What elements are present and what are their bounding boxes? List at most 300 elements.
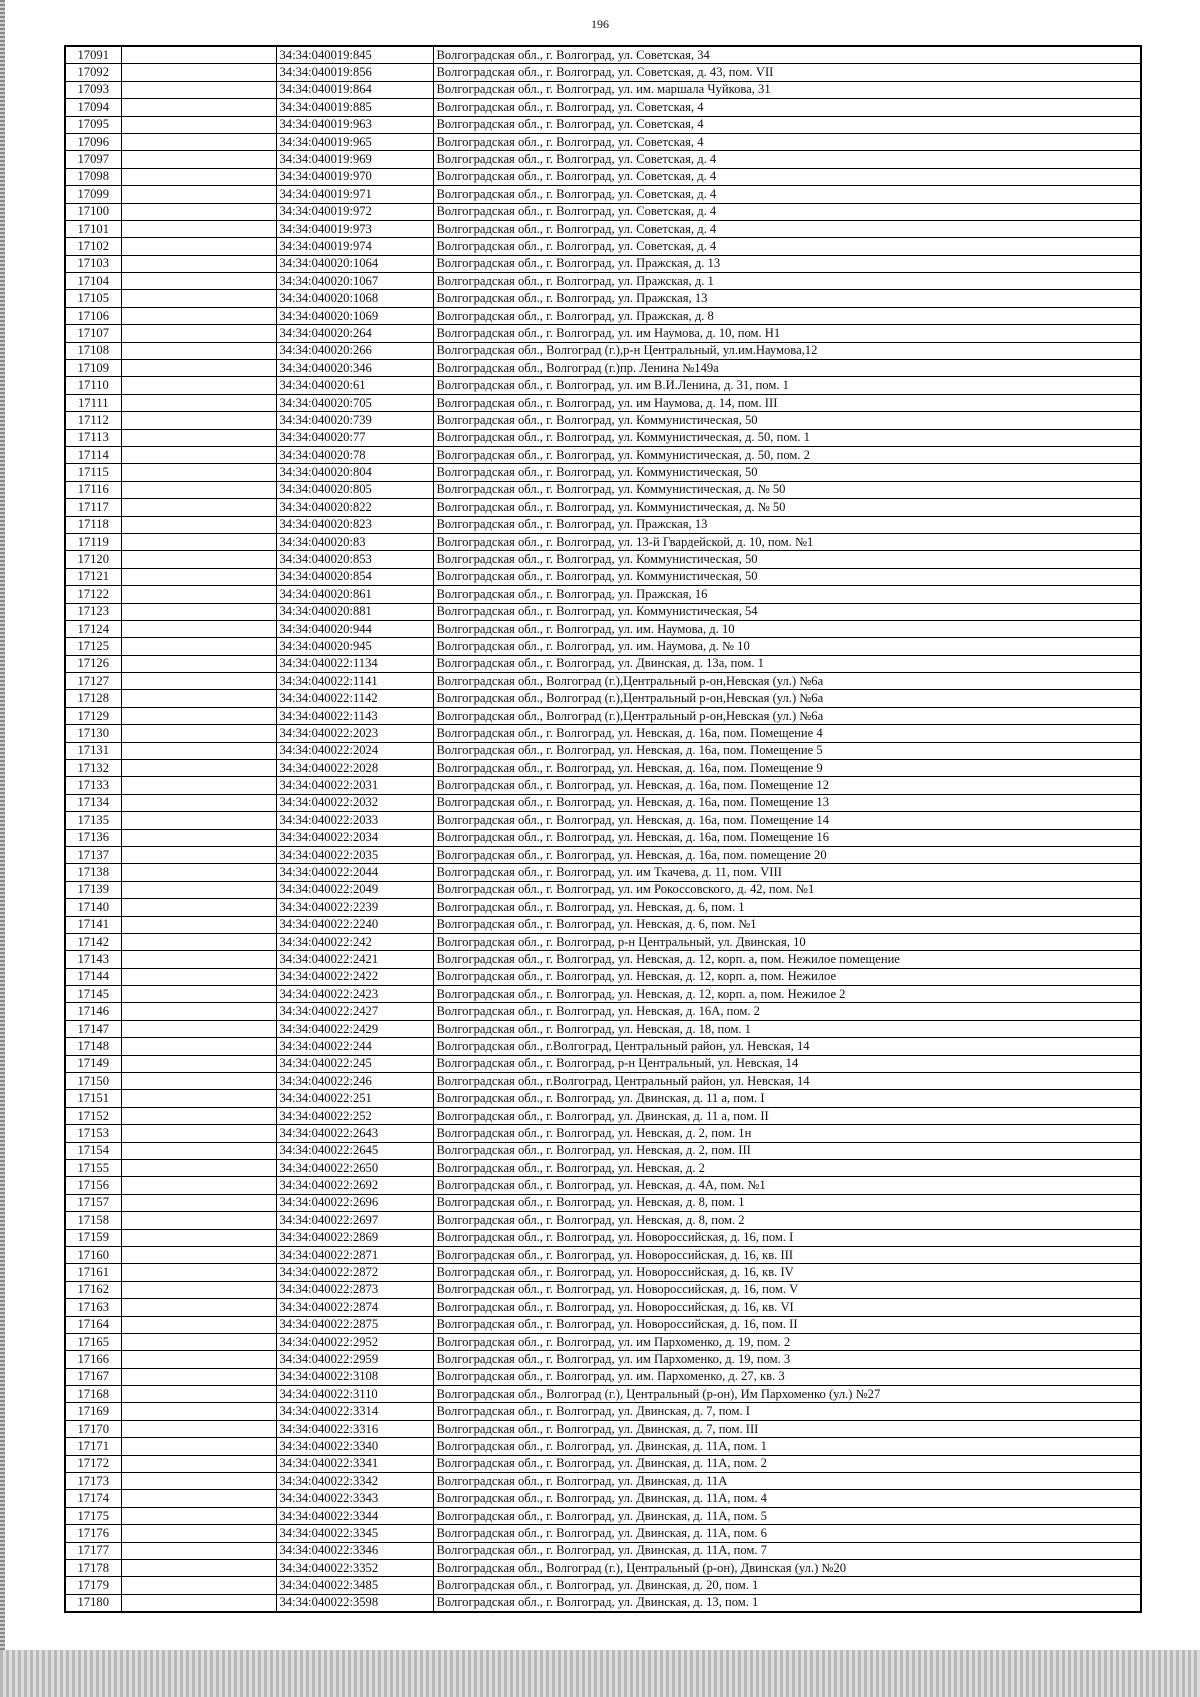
empty-cell bbox=[121, 133, 276, 150]
row-number-cell: 17152 bbox=[65, 1107, 121, 1124]
table-row bbox=[65, 325, 1141, 342]
row-number-cell: 17111 bbox=[65, 394, 121, 411]
address-cell: Волгоградская обл., г. Волгоград, ул. им Пархоменко, д. 19, пом. 2 bbox=[433, 1333, 1141, 1350]
table-row bbox=[65, 1299, 1141, 1316]
table-row bbox=[65, 725, 1141, 742]
address-cell: Волгоградская обл., г. Волгоград, ул. Советская, 34 bbox=[433, 46, 1141, 64]
cadastral-number-cell: 34:34:040020:266 bbox=[276, 342, 433, 359]
empty-cell bbox=[121, 620, 276, 637]
table-row bbox=[65, 1386, 1141, 1403]
cadastral-number-cell: 34:34:040022:2429 bbox=[276, 1020, 433, 1037]
row-number-cell: 17171 bbox=[65, 1438, 121, 1455]
row-number-cell: 17113 bbox=[65, 429, 121, 446]
address-cell: Волгоградская обл., г. Волгоград, ул. Новороссийская, д. 16, пом. I bbox=[433, 1229, 1141, 1246]
table-row bbox=[65, 220, 1141, 237]
row-number-cell: 17131 bbox=[65, 742, 121, 759]
empty-cell bbox=[121, 255, 276, 272]
table-row bbox=[65, 377, 1141, 394]
cadastral-number-cell: 34:34:040022:2645 bbox=[276, 1142, 433, 1159]
address-cell: Волгоградская обл., г. Волгоград, ул. Советская, д. 4 bbox=[433, 238, 1141, 255]
row-number-cell: 17128 bbox=[65, 690, 121, 707]
row-number-cell: 17145 bbox=[65, 986, 121, 1003]
row-number-cell: 17159 bbox=[65, 1229, 121, 1246]
cadastral-number-cell: 34:34:040020:1064 bbox=[276, 255, 433, 272]
table-row bbox=[65, 690, 1141, 707]
row-number-cell: 17120 bbox=[65, 551, 121, 568]
empty-cell bbox=[121, 1403, 276, 1420]
row-number-cell: 17134 bbox=[65, 794, 121, 811]
table-row bbox=[65, 1160, 1141, 1177]
address-cell: Волгоградская обл., г. Волгоград, ул. им Наумова, д. 10, пом. Н1 bbox=[433, 325, 1141, 342]
address-cell: Волгоградская обл., г. Волгоград, ул. Пражская, д. 8 bbox=[433, 307, 1141, 324]
empty-cell bbox=[121, 342, 276, 359]
empty-cell bbox=[121, 220, 276, 237]
table-row bbox=[65, 186, 1141, 203]
row-number-cell: 17142 bbox=[65, 933, 121, 950]
cadastral-number-cell: 34:34:040022:2028 bbox=[276, 760, 433, 777]
cadastral-number-cell: 34:34:040019:856 bbox=[276, 64, 433, 81]
row-number-cell: 17100 bbox=[65, 203, 121, 220]
table-row bbox=[65, 533, 1141, 550]
table-row bbox=[65, 481, 1141, 498]
address-cell: Волгоградская обл., г. Волгоград, р-н Центральный, ул. Невская, 14 bbox=[433, 1055, 1141, 1072]
address-cell: Волгоградская обл., г. Волгоград, ул. Невская, д. 12, корп. а, пом. Нежилое 2 bbox=[433, 986, 1141, 1003]
table-row bbox=[65, 1525, 1141, 1542]
address-cell: Волгоградская обл., г. Волгоград, ул. им. маршала Чуйкова, 31 bbox=[433, 81, 1141, 98]
address-cell: Волгоградская обл., г. Волгоград, ул. Двинская, д. 11А, пом. 5 bbox=[433, 1507, 1141, 1524]
table-row bbox=[65, 1594, 1141, 1612]
cadastral-number-cell: 34:34:040020:861 bbox=[276, 586, 433, 603]
row-number-cell: 17143 bbox=[65, 951, 121, 968]
table-row bbox=[65, 1246, 1141, 1263]
row-number-cell: 17161 bbox=[65, 1264, 121, 1281]
row-number-cell: 17121 bbox=[65, 568, 121, 585]
cadastral-number-cell: 34:34:040020:83 bbox=[276, 533, 433, 550]
row-number-cell: 17093 bbox=[65, 81, 121, 98]
cadastral-number-cell: 34:34:040022:2873 bbox=[276, 1281, 433, 1298]
row-number-cell: 17165 bbox=[65, 1333, 121, 1350]
address-cell: Волгоградская обл., г. Волгоград, ул. Пражская, д. 13 bbox=[433, 255, 1141, 272]
empty-cell bbox=[121, 1003, 276, 1020]
cadastral-number-cell: 34:34:040022:2034 bbox=[276, 829, 433, 846]
empty-cell bbox=[121, 551, 276, 568]
address-cell: Волгоградская обл., г. Волгоград, ул. Пражская, 13 bbox=[433, 516, 1141, 533]
cadastral-number-cell: 34:34:040019:969 bbox=[276, 151, 433, 168]
cadastral-number-cell: 34:34:040022:2422 bbox=[276, 968, 433, 985]
row-number-cell: 17094 bbox=[65, 99, 121, 116]
table-row bbox=[65, 1333, 1141, 1350]
empty-cell bbox=[121, 99, 276, 116]
row-number-cell: 17151 bbox=[65, 1090, 121, 1107]
row-number-cell: 17123 bbox=[65, 603, 121, 620]
cadastral-number-cell: 34:34:040022:3485 bbox=[276, 1577, 433, 1594]
table-row bbox=[65, 1038, 1141, 1055]
address-cell: Волгоградская обл., г. Волгоград, ул. Новороссийская, д. 16, кв. III bbox=[433, 1246, 1141, 1263]
address-cell: Волгоградская обл., г. Волгоград, ул. Двинская, д. 13, пом. 1 bbox=[433, 1594, 1141, 1612]
address-cell: Волгоградская обл., г. Волгоград, ул. Новороссийская, д. 16, пом. II bbox=[433, 1316, 1141, 1333]
cadastral-number-cell: 34:34:040019:973 bbox=[276, 220, 433, 237]
table-row bbox=[65, 1559, 1141, 1576]
empty-cell bbox=[121, 429, 276, 446]
row-number-cell: 17092 bbox=[65, 64, 121, 81]
table-row bbox=[65, 203, 1141, 220]
address-cell: Волгоградская обл., Волгоград (г.)пр. Ленина №149а bbox=[433, 360, 1141, 377]
table-row bbox=[65, 1142, 1141, 1159]
cadastral-number-cell: 34:34:040022:1143 bbox=[276, 707, 433, 724]
address-cell: Волгоградская обл., г. Волгоград, ул. Новороссийская, д. 16, кв. VI bbox=[433, 1299, 1141, 1316]
table-row bbox=[65, 881, 1141, 898]
address-cell: Волгоградская обл., г. Волгоград, ул. Двинская, д. 11 а, пом. I bbox=[433, 1090, 1141, 1107]
address-cell: Волгоградская обл., г. Волгоград, ул. Двинская, д. 11А, пом. 1 bbox=[433, 1438, 1141, 1455]
cadastral-number-cell: 34:34:040022:2240 bbox=[276, 916, 433, 933]
empty-cell bbox=[121, 203, 276, 220]
address-cell: Волгоградская обл., г. Волгоград, ул. Двинская, д. 13а, пом. 1 bbox=[433, 655, 1141, 672]
table-row bbox=[65, 290, 1141, 307]
address-cell: Волгоградская обл., г. Волгоград, ул. Коммунистическая, д. 50, пом. 1 bbox=[433, 429, 1141, 446]
cadastral-number-cell: 34:34:040020:853 bbox=[276, 551, 433, 568]
row-number-cell: 17154 bbox=[65, 1142, 121, 1159]
table-row bbox=[65, 794, 1141, 811]
address-cell: Волгоградская обл., г. Волгоград, ул. Советская, д. 4 bbox=[433, 168, 1141, 185]
row-number-cell: 17162 bbox=[65, 1281, 121, 1298]
empty-cell bbox=[121, 307, 276, 324]
address-cell: Волгоградская обл., г. Волгоград, ул. Невская, д. 16а, пом. Помещение 12 bbox=[433, 777, 1141, 794]
table-row bbox=[65, 673, 1141, 690]
empty-cell bbox=[121, 377, 276, 394]
row-number-cell: 17095 bbox=[65, 116, 121, 133]
table-row bbox=[65, 638, 1141, 655]
cadastral-number-cell: 34:34:040022:2044 bbox=[276, 864, 433, 881]
empty-cell bbox=[121, 1333, 276, 1350]
table-row bbox=[65, 307, 1141, 324]
empty-cell bbox=[121, 1246, 276, 1263]
address-cell: Волгоградская обл., г. Волгоград, ул. Коммунистическая, д. № 50 bbox=[433, 481, 1141, 498]
cadastral-number-cell: 34:34:040022:2959 bbox=[276, 1351, 433, 1368]
table-row bbox=[65, 846, 1141, 863]
address-cell: Волгоградская обл., г. Волгоград, ул. Невская, д. 12, корп. а, пом. Нежилое bbox=[433, 968, 1141, 985]
table-row bbox=[65, 516, 1141, 533]
empty-cell bbox=[121, 1107, 276, 1124]
empty-cell bbox=[121, 586, 276, 603]
cadastral-number-cell: 34:34:040022:2032 bbox=[276, 794, 433, 811]
empty-cell bbox=[121, 1055, 276, 1072]
table-row bbox=[65, 916, 1141, 933]
row-number-cell: 17173 bbox=[65, 1473, 121, 1490]
table-row bbox=[65, 446, 1141, 463]
address-cell: Волгоградская обл., г. Волгоград, ул. Советская, д. 43, пом. VII bbox=[433, 64, 1141, 81]
table-row bbox=[65, 1281, 1141, 1298]
cadastral-number-cell: 34:34:040022:3598 bbox=[276, 1594, 433, 1612]
table-row bbox=[65, 1577, 1141, 1594]
cadastral-number-cell: 34:34:040020:881 bbox=[276, 603, 433, 620]
cadastral-number-cell: 34:34:040022:3344 bbox=[276, 1507, 433, 1524]
table-row bbox=[65, 151, 1141, 168]
empty-cell bbox=[121, 516, 276, 533]
row-number-cell: 17110 bbox=[65, 377, 121, 394]
address-cell: Волгоградская обл., г. Волгоград, ул. Невская, д. 8, пом. 2 bbox=[433, 1212, 1141, 1229]
empty-cell bbox=[121, 1038, 276, 1055]
empty-cell bbox=[121, 1473, 276, 1490]
table-row bbox=[65, 1020, 1141, 1037]
row-number-cell: 17105 bbox=[65, 290, 121, 307]
cadastral-number-cell: 34:34:040020:822 bbox=[276, 499, 433, 516]
address-cell: Волгоградская обл., г. Волгоград, ул. 13-й Гвардейской, д. 10, пом. №1 bbox=[433, 533, 1141, 550]
row-number-cell: 17155 bbox=[65, 1160, 121, 1177]
empty-cell bbox=[121, 1386, 276, 1403]
row-number-cell: 17107 bbox=[65, 325, 121, 342]
table-row bbox=[65, 1229, 1141, 1246]
empty-cell bbox=[121, 603, 276, 620]
row-number-cell: 17099 bbox=[65, 186, 121, 203]
table-row bbox=[65, 760, 1141, 777]
address-cell: Волгоградская обл., г. Волгоград, ул. Невская, д. 6, пом. 1 bbox=[433, 899, 1141, 916]
row-number-cell: 17157 bbox=[65, 1194, 121, 1211]
address-cell: Волгоградская обл., г. Волгоград, ул. Коммунистическая, д. № 50 bbox=[433, 499, 1141, 516]
cadastral-number-cell: 34:34:040022:1141 bbox=[276, 673, 433, 690]
cadastral-number-cell: 34:34:040022:2031 bbox=[276, 777, 433, 794]
address-cell: Волгоградская обл., г. Волгоград, ул. Коммунистическая, 54 bbox=[433, 603, 1141, 620]
cadastral-number-cell: 34:34:040019:845 bbox=[276, 46, 433, 64]
address-cell: Волгоградская обл., г. Волгоград, ул. Двинская, д. 11А, пом. 7 bbox=[433, 1542, 1141, 1559]
cadastral-number-cell: 34:34:040022:245 bbox=[276, 1055, 433, 1072]
cadastral-number-cell: 34:34:040020:705 bbox=[276, 394, 433, 411]
row-number-cell: 17164 bbox=[65, 1316, 121, 1333]
table-row bbox=[65, 742, 1141, 759]
empty-cell bbox=[121, 499, 276, 516]
address-cell: Волгоградская обл., г. Волгоград, ул. Невская, д. 16а, пом. Помещение 13 bbox=[433, 794, 1141, 811]
empty-cell bbox=[121, 1142, 276, 1159]
row-number-cell: 17149 bbox=[65, 1055, 121, 1072]
address-cell: Волгоградская обл., г. Волгоград, ул. им Ткачева, д. 11, пом. VIII bbox=[433, 864, 1141, 881]
table-row bbox=[65, 99, 1141, 116]
table-row bbox=[65, 46, 1141, 64]
row-number-cell: 17106 bbox=[65, 307, 121, 324]
table-row bbox=[65, 777, 1141, 794]
empty-cell bbox=[121, 1542, 276, 1559]
row-number-cell: 17176 bbox=[65, 1525, 121, 1542]
address-cell: Волгоградская обл., г. Волгоград, ул. Пражская, 16 bbox=[433, 586, 1141, 603]
empty-cell bbox=[121, 846, 276, 863]
address-cell: Волгоградская обл., г. Волгоград, ул. Невская, д. 16а, пом. Помещение 5 bbox=[433, 742, 1141, 759]
cadastral-number-cell: 34:34:040022:3352 bbox=[276, 1559, 433, 1576]
address-cell: Волгоградская обл., г. Волгоград, ул. Советская, 4 bbox=[433, 133, 1141, 150]
address-cell: Волгоградская обл., г. Волгоград, ул. Невская, д. 2 bbox=[433, 1160, 1141, 1177]
cadastral-number-cell: 34:34:040022:3343 bbox=[276, 1490, 433, 1507]
address-cell: Волгоградская обл., г. Волгоград, ул. Двинская, д. 7, пом. III bbox=[433, 1420, 1141, 1437]
empty-cell bbox=[121, 533, 276, 550]
cadastral-number-cell: 34:34:040020:1067 bbox=[276, 273, 433, 290]
cadastral-number-cell: 34:34:040022:244 bbox=[276, 1038, 433, 1055]
address-cell: Волгоградская обл., г. Волгоград, ул. Невская, д. 6, пом. №1 bbox=[433, 916, 1141, 933]
cadastral-number-cell: 34:34:040022:3346 bbox=[276, 1542, 433, 1559]
empty-cell bbox=[121, 1194, 276, 1211]
table-row bbox=[65, 1473, 1141, 1490]
cadastral-number-cell: 34:34:040019:885 bbox=[276, 99, 433, 116]
address-cell: Волгоградская обл., г. Волгоград, ул. Невская, д. 16а, пом. Помещение 9 bbox=[433, 760, 1141, 777]
empty-cell bbox=[121, 812, 276, 829]
cadastral-number-cell: 34:34:040022:252 bbox=[276, 1107, 433, 1124]
cadastral-number-cell: 34:34:040022:2033 bbox=[276, 812, 433, 829]
address-cell: Волгоградская обл., г. Волгоград, ул. Двинская, д. 11 а, пом. II bbox=[433, 1107, 1141, 1124]
row-number-cell: 17135 bbox=[65, 812, 121, 829]
row-number-cell: 17168 bbox=[65, 1386, 121, 1403]
table-row bbox=[65, 255, 1141, 272]
empty-cell bbox=[121, 1229, 276, 1246]
address-cell: Волгоградская обл., г. Волгоград, ул. Советская, д. 4 bbox=[433, 186, 1141, 203]
empty-cell bbox=[121, 1368, 276, 1385]
address-cell: Волгоградская обл., г.Волгоград, Центральный район, ул. Невская, 14 bbox=[433, 1073, 1141, 1090]
register-table bbox=[64, 45, 1142, 1613]
empty-cell bbox=[121, 899, 276, 916]
row-number-cell: 17101 bbox=[65, 220, 121, 237]
cadastral-number-cell: 34:34:040022:1134 bbox=[276, 655, 433, 672]
address-cell: Волгоградская обл., г. Волгоград, ул. им В.И.Ленина, д. 31, пом. 1 bbox=[433, 377, 1141, 394]
table-row bbox=[65, 1107, 1141, 1124]
row-number-cell: 17137 bbox=[65, 846, 121, 863]
empty-cell bbox=[121, 1559, 276, 1576]
row-number-cell: 17114 bbox=[65, 446, 121, 463]
address-cell: Волгоградская обл., г. Волгоград, ул. Коммунистическая, 50 bbox=[433, 568, 1141, 585]
cadastral-number-cell: 34:34:040019:965 bbox=[276, 133, 433, 150]
cadastral-number-cell: 34:34:040022:3342 bbox=[276, 1473, 433, 1490]
empty-cell bbox=[121, 655, 276, 672]
table-row bbox=[65, 394, 1141, 411]
address-cell: Волгоградская обл., г. Волгоград, ул. Коммунистическая, 50 bbox=[433, 464, 1141, 481]
row-number-cell: 17126 bbox=[65, 655, 121, 672]
row-number-cell: 17096 bbox=[65, 133, 121, 150]
address-cell: Волгоградская обл., г. Волгоград, ул. Новороссийская, д. 16, кв. IV bbox=[433, 1264, 1141, 1281]
empty-cell bbox=[121, 1160, 276, 1177]
empty-cell bbox=[121, 1594, 276, 1612]
address-cell: Волгоградская обл., г. Волгоград, ул. Невская, д. 16а, пом. Помещение 16 bbox=[433, 829, 1141, 846]
empty-cell bbox=[121, 1212, 276, 1229]
table-row bbox=[65, 499, 1141, 516]
empty-cell bbox=[121, 864, 276, 881]
table-row bbox=[65, 1542, 1141, 1559]
address-cell: Волгоградская обл., г. Волгоград, ул. Невская, д. 16А, пом. 2 bbox=[433, 1003, 1141, 1020]
empty-cell bbox=[121, 186, 276, 203]
row-number-cell: 17098 bbox=[65, 168, 121, 185]
cadastral-number-cell: 34:34:040019:963 bbox=[276, 116, 433, 133]
cadastral-number-cell: 34:34:040020:804 bbox=[276, 464, 433, 481]
row-number-cell: 17119 bbox=[65, 533, 121, 550]
address-cell: Волгоградская обл., г. Волгоград, ул. им Наумова, д. 14, пом. III bbox=[433, 394, 1141, 411]
row-number-cell: 17125 bbox=[65, 638, 121, 655]
empty-cell bbox=[121, 1525, 276, 1542]
empty-cell bbox=[121, 794, 276, 811]
address-cell: Волгоградская обл., г. Волгоград, ул. Двинская, д. 11А, пом. 4 bbox=[433, 1490, 1141, 1507]
cadastral-number-cell: 34:34:040020:264 bbox=[276, 325, 433, 342]
table-row bbox=[65, 1194, 1141, 1211]
empty-cell bbox=[121, 151, 276, 168]
empty-cell bbox=[121, 464, 276, 481]
row-number-cell: 17166 bbox=[65, 1351, 121, 1368]
empty-cell bbox=[121, 1177, 276, 1194]
row-number-cell: 17118 bbox=[65, 516, 121, 533]
address-cell: Волгоградская обл., г. Волгоград, ул. Коммунистическая, 50 bbox=[433, 551, 1141, 568]
row-number-cell: 17097 bbox=[65, 151, 121, 168]
address-cell: Волгоградская обл., г. Волгоград, ул. Советская, д. 4 bbox=[433, 220, 1141, 237]
table-row bbox=[65, 1212, 1141, 1229]
cadastral-number-cell: 34:34:040020:77 bbox=[276, 429, 433, 446]
cadastral-number-cell: 34:34:040022:2643 bbox=[276, 1125, 433, 1142]
empty-cell bbox=[121, 673, 276, 690]
table-row bbox=[65, 864, 1141, 881]
cadastral-number-cell: 34:34:040022:246 bbox=[276, 1073, 433, 1090]
row-number-cell: 17104 bbox=[65, 273, 121, 290]
cadastral-number-cell: 34:34:040022:2869 bbox=[276, 1229, 433, 1246]
cadastral-number-cell: 34:34:040022:2874 bbox=[276, 1299, 433, 1316]
table-row bbox=[65, 586, 1141, 603]
empty-cell bbox=[121, 360, 276, 377]
address-cell: Волгоградская обл., г. Волгоград, р-н Центральный, ул. Двинская, 10 bbox=[433, 933, 1141, 950]
empty-cell bbox=[121, 968, 276, 985]
cadastral-number-cell: 34:34:040019:972 bbox=[276, 203, 433, 220]
table-row bbox=[65, 1455, 1141, 1472]
address-cell: Волгоградская обл., г. Волгоград, ул. Двинская, д. 7, пом. I bbox=[433, 1403, 1141, 1420]
empty-cell bbox=[121, 481, 276, 498]
table-row bbox=[65, 1055, 1141, 1072]
row-number-cell: 17178 bbox=[65, 1559, 121, 1576]
cadastral-number-cell: 34:34:040022:2024 bbox=[276, 742, 433, 759]
row-number-cell: 17144 bbox=[65, 968, 121, 985]
empty-cell bbox=[121, 1125, 276, 1142]
empty-cell bbox=[121, 742, 276, 759]
cadastral-number-cell: 34:34:040020:1069 bbox=[276, 307, 433, 324]
page-number: 196 bbox=[591, 17, 609, 31]
row-number-cell: 17163 bbox=[65, 1299, 121, 1316]
table-row bbox=[65, 933, 1141, 950]
table-row bbox=[65, 951, 1141, 968]
address-cell: Волгоградская обл., г. Волгоград, ул. Невская, д. 18, пом. 1 bbox=[433, 1020, 1141, 1037]
address-cell: Волгоградская обл., г. Волгоград, ул. Новороссийская, д. 16, пом. V bbox=[433, 1281, 1141, 1298]
address-cell: Волгоградская обл., г. Волгоград, ул. им. Пархоменко, д. 27, кв. 3 bbox=[433, 1368, 1141, 1385]
cadastral-number-cell: 34:34:040022:2871 bbox=[276, 1246, 433, 1263]
cadastral-number-cell: 34:34:040022:3316 bbox=[276, 1420, 433, 1437]
row-number-cell: 17109 bbox=[65, 360, 121, 377]
row-number-cell: 17156 bbox=[65, 1177, 121, 1194]
cadastral-number-cell: 34:34:040022:1142 bbox=[276, 690, 433, 707]
cadastral-number-cell: 34:34:040019:971 bbox=[276, 186, 433, 203]
empty-cell bbox=[121, 1281, 276, 1298]
row-number-cell: 17175 bbox=[65, 1507, 121, 1524]
table-row bbox=[65, 812, 1141, 829]
cadastral-number-cell: 34:34:040020:944 bbox=[276, 620, 433, 637]
table-row bbox=[65, 1073, 1141, 1090]
cadastral-number-cell: 34:34:040022:3341 bbox=[276, 1455, 433, 1472]
table-row bbox=[65, 1003, 1141, 1020]
scan-edge-bottom bbox=[0, 1650, 1200, 1697]
row-number-cell: 17140 bbox=[65, 899, 121, 916]
cadastral-number-cell: 34:34:040022:2239 bbox=[276, 899, 433, 916]
cadastral-number-cell: 34:34:040022:2692 bbox=[276, 1177, 433, 1194]
cadastral-number-cell: 34:34:040022:2696 bbox=[276, 1194, 433, 1211]
address-cell: Волгоградская обл., г. Волгоград, ул. Двинская, д. 11А bbox=[433, 1473, 1141, 1490]
table-row bbox=[65, 968, 1141, 985]
cadastral-number-cell: 34:34:040022:3345 bbox=[276, 1525, 433, 1542]
row-number-cell: 17148 bbox=[65, 1038, 121, 1055]
empty-cell bbox=[121, 290, 276, 307]
cadastral-number-cell: 34:34:040020:854 bbox=[276, 568, 433, 585]
row-number-cell: 17112 bbox=[65, 412, 121, 429]
row-number-cell: 17167 bbox=[65, 1368, 121, 1385]
table-row bbox=[65, 273, 1141, 290]
empty-cell bbox=[121, 760, 276, 777]
address-cell: Волгоградская обл., Волгоград (г.),Центральный р-он,Невская (ул.) №6а bbox=[433, 690, 1141, 707]
address-cell: Волгоградская обл., г. Волгоград, ул. Невская, д. 8, пом. 1 bbox=[433, 1194, 1141, 1211]
address-cell: Волгоградская обл., Волгоград (г.),Центральный р-он,Невская (ул.) №6а bbox=[433, 673, 1141, 690]
address-cell: Волгоградская обл., г. Волгоград, ул. Советская, 4 bbox=[433, 116, 1141, 133]
